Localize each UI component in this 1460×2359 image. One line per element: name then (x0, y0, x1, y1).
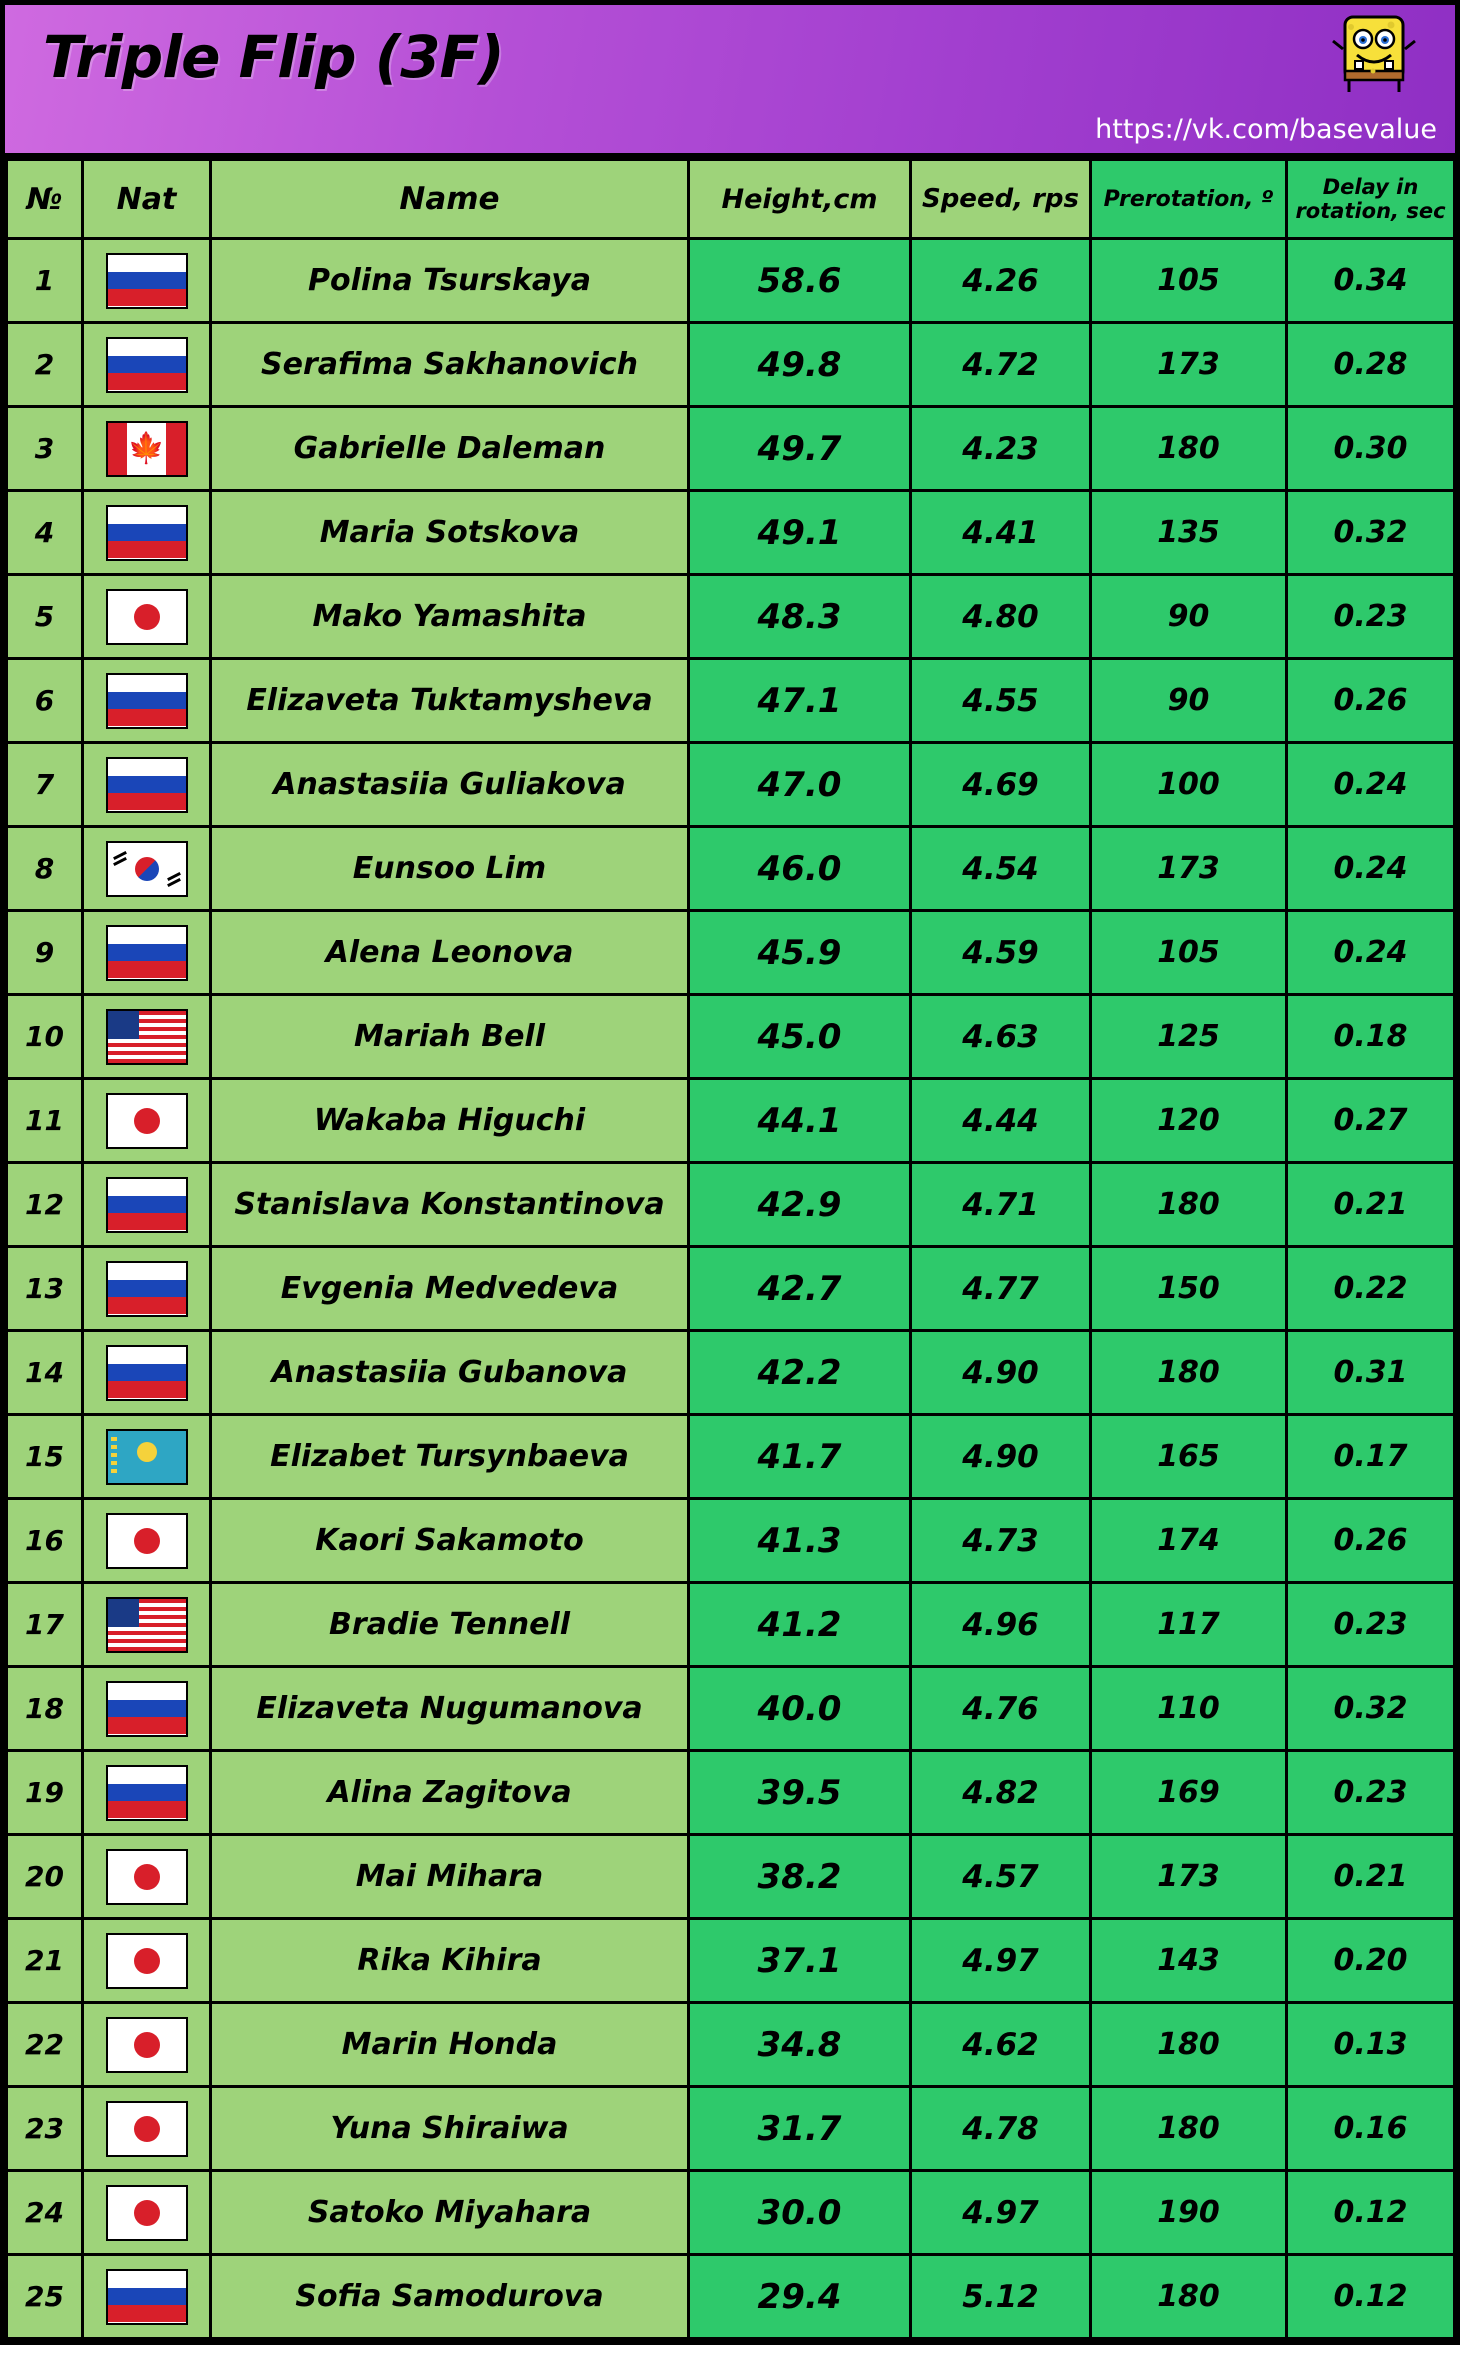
cell-delay: 0.31 (1287, 1331, 1455, 1415)
table-row (7, 1247, 1455, 1331)
flag-russia-icon (106, 1765, 188, 1821)
cell-height: 46.0 (689, 827, 911, 911)
table-row (7, 2003, 1455, 2087)
cell-speed: 4.62 (911, 2003, 1091, 2087)
table-row (7, 407, 1455, 491)
cell-rank: 19 (7, 1751, 83, 1835)
cell-skater-name: Evgenia Medvedeva (211, 1247, 689, 1331)
flag-russia-icon (106, 253, 188, 309)
cell-height: 34.8 (689, 2003, 911, 2087)
cell-speed: 4.69 (911, 743, 1091, 827)
cell-height: 45.0 (689, 995, 911, 1079)
cell-delay: 0.21 (1287, 1835, 1455, 1919)
cell-prerotation: 110 (1091, 1667, 1287, 1751)
table-row (7, 1919, 1455, 2003)
table-row (7, 995, 1455, 1079)
flag-kazakhstan-icon (106, 1429, 188, 1485)
cell-prerotation: 90 (1091, 575, 1287, 659)
cell-rank: 5 (7, 575, 83, 659)
cell-prerotation: 173 (1091, 1835, 1287, 1919)
cell-speed: 4.23 (911, 407, 1091, 491)
cell-speed: 4.63 (911, 995, 1091, 1079)
cell-nation (83, 2171, 211, 2255)
flag-russia-icon (106, 1681, 188, 1737)
cell-delay: 0.20 (1287, 1919, 1455, 2003)
cell-speed: 4.90 (911, 1415, 1091, 1499)
cell-nation (83, 659, 211, 743)
cell-speed: 4.76 (911, 1667, 1091, 1751)
flag-russia-icon (106, 1345, 188, 1401)
cell-delay: 0.24 (1287, 743, 1455, 827)
table-row (7, 1667, 1455, 1751)
column-header-height: Height,cm (689, 160, 911, 239)
cell-height: 49.8 (689, 323, 911, 407)
cell-nation (83, 1751, 211, 1835)
table-row (7, 911, 1455, 995)
cell-skater-name: Mariah Bell (211, 995, 689, 1079)
cell-prerotation: 120 (1091, 1079, 1287, 1163)
table-row (7, 2087, 1455, 2171)
table-row (7, 1079, 1455, 1163)
cell-nation (83, 1499, 211, 1583)
table-row (7, 239, 1455, 323)
table-row (7, 1415, 1455, 1499)
flag-russia-icon (106, 2269, 188, 2325)
table-row (7, 1835, 1455, 1919)
cell-prerotation: 90 (1091, 659, 1287, 743)
cell-height: 41.2 (689, 1583, 911, 1667)
table-row (7, 1163, 1455, 1247)
cell-nation (83, 743, 211, 827)
cell-speed: 4.96 (911, 1583, 1091, 1667)
results-table (5, 158, 1456, 2340)
cell-delay: 0.12 (1287, 2255, 1455, 2339)
cell-height: 37.1 (689, 1919, 911, 2003)
cell-rank: 25 (7, 2255, 83, 2339)
cell-delay: 0.32 (1287, 1667, 1455, 1751)
flag-japan-icon (106, 2185, 188, 2241)
flag-japan-icon (106, 2017, 188, 2073)
cell-delay: 0.28 (1287, 323, 1455, 407)
cell-height: 38.2 (689, 1835, 911, 1919)
cell-skater-name: Satoko Miyahara (211, 2171, 689, 2255)
flag-japan-icon (106, 1093, 188, 1149)
table-row (7, 743, 1455, 827)
cell-prerotation: 174 (1091, 1499, 1287, 1583)
cell-skater-name: Serafima Sakhanovich (211, 323, 689, 407)
source-link[interactable]: https://vk.com/basevalue (1095, 114, 1437, 145)
table-row (7, 2171, 1455, 2255)
cell-nation (83, 827, 211, 911)
spongebob-icon (1329, 9, 1425, 101)
flag-south-korea-icon (106, 841, 188, 897)
cell-speed: 4.97 (911, 1919, 1091, 2003)
cell-height: 42.7 (689, 1247, 911, 1331)
column-header-delay: Delay in rotation, sec (1287, 160, 1455, 239)
cell-height: 29.4 (689, 2255, 911, 2339)
cell-speed: 4.59 (911, 911, 1091, 995)
cell-prerotation: 117 (1091, 1583, 1287, 1667)
cell-delay: 0.30 (1287, 407, 1455, 491)
cell-nation (83, 2087, 211, 2171)
cell-prerotation: 169 (1091, 1751, 1287, 1835)
cell-rank: 9 (7, 911, 83, 995)
cell-height: 45.9 (689, 911, 911, 995)
cell-height: 49.7 (689, 407, 911, 491)
cell-prerotation: 180 (1091, 1163, 1287, 1247)
cell-prerotation: 173 (1091, 827, 1287, 911)
cell-nation (83, 995, 211, 1079)
table-row (7, 491, 1455, 575)
flag-usa-icon (106, 1009, 188, 1065)
cell-skater-name: Elizaveta Nugumanova (211, 1667, 689, 1751)
cell-prerotation: 180 (1091, 2003, 1287, 2087)
cell-rank: 2 (7, 323, 83, 407)
cell-skater-name: Alina Zagitova (211, 1751, 689, 1835)
cell-skater-name: Wakaba Higuchi (211, 1079, 689, 1163)
cell-delay: 0.24 (1287, 827, 1455, 911)
cell-skater-name: Anastasiia Guliakova (211, 743, 689, 827)
flag-japan-icon (106, 2101, 188, 2157)
cell-rank: 20 (7, 1835, 83, 1919)
cell-rank: 14 (7, 1331, 83, 1415)
cell-height: 39.5 (689, 1751, 911, 1835)
cell-nation (83, 1667, 211, 1751)
cell-rank: 6 (7, 659, 83, 743)
cell-rank: 17 (7, 1583, 83, 1667)
cell-speed: 4.90 (911, 1331, 1091, 1415)
cell-delay: 0.27 (1287, 1079, 1455, 1163)
table-row (7, 1751, 1455, 1835)
cell-delay: 0.26 (1287, 659, 1455, 743)
cell-prerotation: 100 (1091, 743, 1287, 827)
flag-japan-icon (106, 1849, 188, 1905)
flag-russia-icon (106, 337, 188, 393)
cell-delay: 0.32 (1287, 491, 1455, 575)
column-header-nat: Nat (83, 160, 211, 239)
column-header-speed: Speed, rps (911, 160, 1091, 239)
cell-rank: 8 (7, 827, 83, 911)
table-row (7, 1499, 1455, 1583)
cell-height: 42.9 (689, 1163, 911, 1247)
cell-rank: 10 (7, 995, 83, 1079)
cell-height: 44.1 (689, 1079, 911, 1163)
header-banner (5, 5, 1455, 158)
cell-prerotation: 190 (1091, 2171, 1287, 2255)
cell-prerotation: 143 (1091, 1919, 1287, 2003)
cell-speed: 4.97 (911, 2171, 1091, 2255)
flag-japan-icon (106, 1513, 188, 1569)
cell-speed: 4.57 (911, 1835, 1091, 1919)
cell-speed: 4.80 (911, 575, 1091, 659)
cell-speed: 4.41 (911, 491, 1091, 575)
cell-rank: 12 (7, 1163, 83, 1247)
cell-height: 41.7 (689, 1415, 911, 1499)
cell-rank: 21 (7, 1919, 83, 2003)
cell-speed: 4.54 (911, 827, 1091, 911)
cell-speed: 4.77 (911, 1247, 1091, 1331)
flag-russia-icon (106, 1261, 188, 1317)
cell-height: 30.0 (689, 2171, 911, 2255)
cell-prerotation: 165 (1091, 1415, 1287, 1499)
cell-skater-name: Yuna Shiraiwa (211, 2087, 689, 2171)
cell-delay: 0.26 (1287, 1499, 1455, 1583)
cell-height: 49.1 (689, 491, 911, 575)
cell-nation (83, 1331, 211, 1415)
cell-rank: 16 (7, 1499, 83, 1583)
cell-nation (83, 2003, 211, 2087)
cell-delay: 0.12 (1287, 2171, 1455, 2255)
cell-delay: 0.23 (1287, 575, 1455, 659)
cell-nation (83, 323, 211, 407)
cell-skater-name: Eunsoo Lim (211, 827, 689, 911)
cell-speed: 4.73 (911, 1499, 1091, 1583)
cell-height: 41.3 (689, 1499, 911, 1583)
cell-delay: 0.24 (1287, 911, 1455, 995)
flag-canada-icon: 🍁 (106, 421, 188, 477)
cell-rank: 22 (7, 2003, 83, 2087)
cell-prerotation: 105 (1091, 239, 1287, 323)
cell-delay: 0.23 (1287, 1751, 1455, 1835)
flag-russia-icon (106, 925, 188, 981)
table-header (7, 160, 1455, 239)
cell-rank: 15 (7, 1415, 83, 1499)
cell-skater-name: Rika Kihira (211, 1919, 689, 2003)
cell-rank: 24 (7, 2171, 83, 2255)
flag-russia-icon (106, 1177, 188, 1233)
cell-rank: 11 (7, 1079, 83, 1163)
table-row (7, 575, 1455, 659)
cell-rank: 23 (7, 2087, 83, 2171)
cell-speed: 4.44 (911, 1079, 1091, 1163)
cell-skater-name: Elizabet Tursynbaeva (211, 1415, 689, 1499)
cell-skater-name: Polina Tsurskaya (211, 239, 689, 323)
table-row (7, 323, 1455, 407)
cell-nation (83, 575, 211, 659)
cell-rank: 1 (7, 239, 83, 323)
flag-usa-icon (106, 1597, 188, 1653)
cell-skater-name: Kaori Sakamoto (211, 1499, 689, 1583)
cell-nation (83, 1247, 211, 1331)
cell-prerotation: 180 (1091, 2087, 1287, 2171)
cell-rank: 18 (7, 1667, 83, 1751)
cell-speed: 5.12 (911, 2255, 1091, 2339)
cell-prerotation: 105 (1091, 911, 1287, 995)
table-row (7, 827, 1455, 911)
cell-prerotation: 135 (1091, 491, 1287, 575)
cell-speed: 4.26 (911, 239, 1091, 323)
flag-japan-icon (106, 589, 188, 645)
cell-speed: 4.82 (911, 1751, 1091, 1835)
cell-rank: 3 (7, 407, 83, 491)
cell-nation (83, 1415, 211, 1499)
cell-speed: 4.72 (911, 323, 1091, 407)
flag-russia-icon (106, 757, 188, 813)
cell-skater-name: Mako Yamashita (211, 575, 689, 659)
cell-height: 42.2 (689, 1331, 911, 1415)
cell-delay: 0.18 (1287, 995, 1455, 1079)
column-header-prerotation: Prerotation, º (1091, 160, 1287, 239)
cell-nation (83, 1835, 211, 1919)
cell-skater-name: Bradie Tennell (211, 1583, 689, 1667)
cell-nation (83, 407, 211, 491)
cell-nation (83, 1079, 211, 1163)
cell-prerotation: 173 (1091, 323, 1287, 407)
cell-height: 58.6 (689, 239, 911, 323)
flag-russia-icon (106, 673, 188, 729)
cell-speed: 4.78 (911, 2087, 1091, 2171)
cell-delay: 0.22 (1287, 1247, 1455, 1331)
cell-nation (83, 911, 211, 995)
cell-prerotation: 150 (1091, 1247, 1287, 1331)
table-row (7, 2255, 1455, 2339)
cell-height: 47.1 (689, 659, 911, 743)
cell-height: 31.7 (689, 2087, 911, 2171)
cell-delay: 0.23 (1287, 1583, 1455, 1667)
cell-delay: 0.16 (1287, 2087, 1455, 2171)
cell-delay: 0.34 (1287, 239, 1455, 323)
table-body (7, 239, 1455, 2339)
cell-speed: 4.71 (911, 1163, 1091, 1247)
cell-nation (83, 1583, 211, 1667)
cell-skater-name: Mai Mihara (211, 1835, 689, 1919)
flag-russia-icon (106, 505, 188, 561)
cell-height: 48.3 (689, 575, 911, 659)
cell-nation (83, 491, 211, 575)
cell-prerotation: 180 (1091, 2255, 1287, 2339)
cell-skater-name: Stanislava Konstantinova (211, 1163, 689, 1247)
table-row (7, 1331, 1455, 1415)
cell-nation (83, 2255, 211, 2339)
cell-prerotation: 180 (1091, 1331, 1287, 1415)
cell-rank: 7 (7, 743, 83, 827)
cell-skater-name: Elizaveta Tuktamysheva (211, 659, 689, 743)
cell-skater-name: Marin Honda (211, 2003, 689, 2087)
page-title: Triple Flip (3F) (43, 23, 504, 91)
cell-prerotation: 125 (1091, 995, 1287, 1079)
cell-rank: 13 (7, 1247, 83, 1331)
cell-height: 47.0 (689, 743, 911, 827)
cell-nation (83, 1919, 211, 2003)
cell-skater-name: Maria Sotskova (211, 491, 689, 575)
cell-prerotation: 180 (1091, 407, 1287, 491)
cell-skater-name: Sofia Samodurova (211, 2255, 689, 2339)
cell-skater-name: Anastasiia Gubanova (211, 1331, 689, 1415)
table-row (7, 1583, 1455, 1667)
flag-japan-icon (106, 1933, 188, 1989)
cell-skater-name: Gabrielle Daleman (211, 407, 689, 491)
cell-delay: 0.21 (1287, 1163, 1455, 1247)
column-header-name: Name (211, 160, 689, 239)
cell-skater-name: Alena Leonova (211, 911, 689, 995)
cell-height: 40.0 (689, 1667, 911, 1751)
table-row (7, 659, 1455, 743)
cell-delay: 0.13 (1287, 2003, 1455, 2087)
cell-rank: 4 (7, 491, 83, 575)
cell-delay: 0.17 (1287, 1415, 1455, 1499)
column-header-no: № (7, 160, 83, 239)
cell-nation (83, 239, 211, 323)
cell-nation (83, 1163, 211, 1247)
cell-speed: 4.55 (911, 659, 1091, 743)
